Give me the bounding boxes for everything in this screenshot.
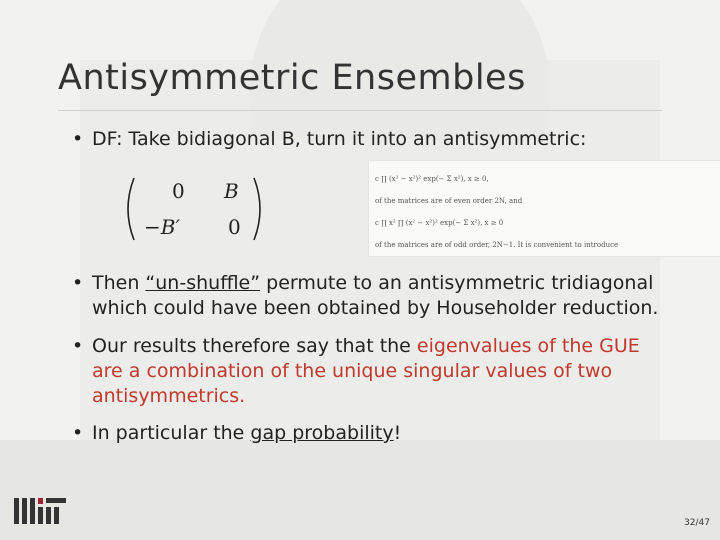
underlined-term: gap probability — [250, 422, 394, 444]
mit-logo — [12, 496, 68, 526]
matrix-entry-bottom-right: 0 — [228, 215, 241, 239]
bullet-dot: • — [72, 128, 84, 150]
left-paren — [128, 178, 134, 240]
excerpt-line: c ∏ (x² − x²)² exp(− Σ x²), x ≥ 0, — [375, 175, 489, 183]
underlined-term: “un-shuffle” — [145, 272, 261, 294]
title-divider — [58, 110, 662, 111]
bullet-text: Our results therefore say that the eigenvalues of the GUE — [92, 335, 640, 357]
right-paren — [254, 178, 260, 240]
matrix-entry-top-right: B — [224, 179, 239, 203]
bullet-dot: • — [72, 335, 84, 357]
matrix-entry-bottom-left: −B′ — [144, 215, 180, 239]
bullet-text: In particular the gap probability! — [92, 422, 402, 444]
highlight-text-continuation: antisymmetrics. — [92, 385, 246, 407]
background-ground — [0, 440, 720, 540]
excerpt-line: c ∏ x² ∏ (x² − x²)² exp(− Σ x²), x ≥ 0 — [375, 219, 504, 227]
bullet-text: Then “un-shuffle” permute to an antisymmetric tridiagonal — [92, 272, 654, 294]
bullet-dot: • — [72, 272, 84, 294]
antisymmetric-matrix — [120, 174, 268, 244]
excerpt-line: of the matrices are of even order 2N, and — [375, 197, 523, 205]
excerpt-line: of the matrices are of odd order, 2N−1. It is convenient to introduce — [375, 241, 619, 249]
bullet-text: DF: Take bidiagonal B, turn it into an antisymmetric: — [92, 128, 587, 150]
page-number: 32/47 — [684, 518, 710, 528]
bullet-dot: • — [72, 422, 84, 444]
matrix-entry-top-left: 0 — [172, 179, 185, 203]
highlight-text: eigenvalues of the GUE — [416, 335, 640, 357]
highlight-text-continuation: are a combination of the unique singular values of two — [92, 360, 613, 382]
bullet-text-continuation: which could have been obtained by Householder reduction. — [92, 297, 659, 319]
slide-title: Antisymmetric Ensembles — [58, 58, 526, 98]
paper-excerpt-image — [368, 160, 720, 257]
